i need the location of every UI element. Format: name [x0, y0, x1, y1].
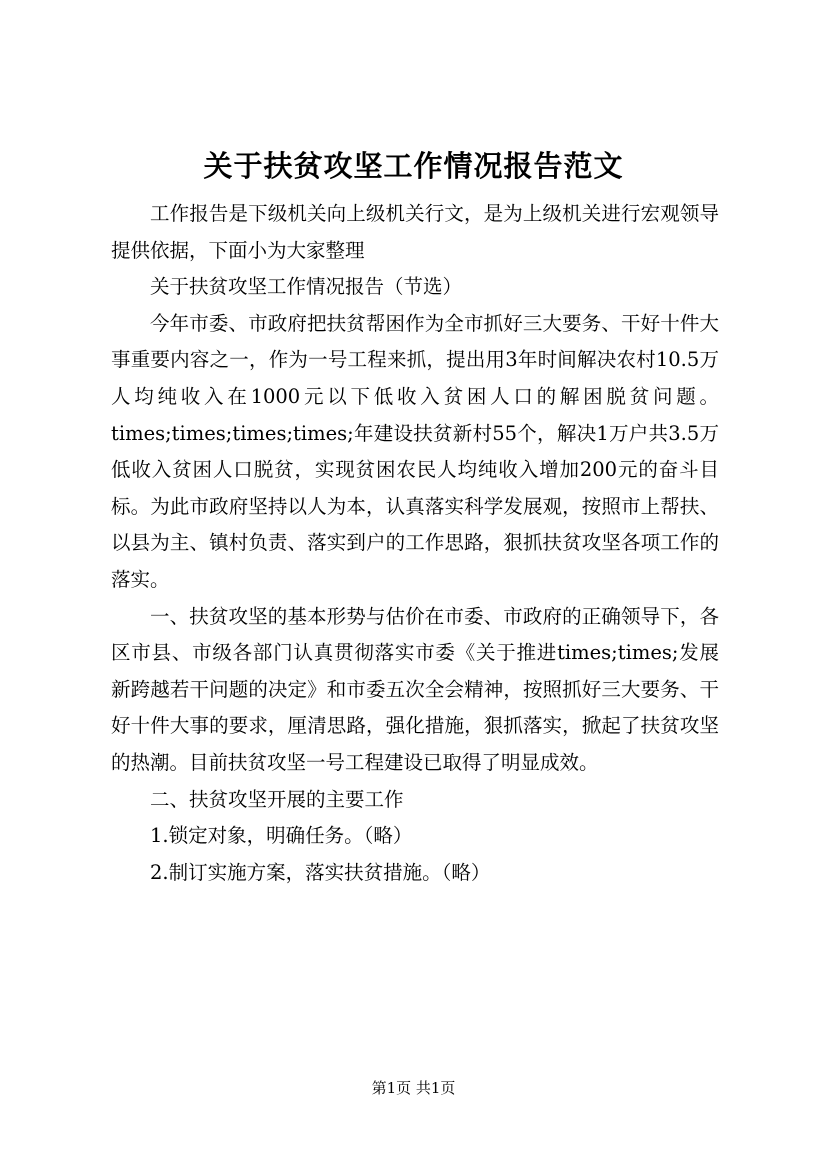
document-title: 关于扶贫攻坚工作情况报告范文: [203, 149, 624, 183]
paragraph-section-two-heading: 二、扶贫攻坚开展的主要工作: [150, 787, 404, 811]
paragraph-subtitle: 关于扶贫攻坚工作情况报告（节选）: [150, 275, 463, 299]
paragraph-section-one: 一、扶贫攻坚的基本形势与估价在市委、市政府的正确领导下，各区市县、市级各部门认真贯彻落实市委《关于推进times;times;发展新跨越若干问题的决定》和市委五次全会精神，按照抓好三大要务、干好十件大事的要求，厘清思路，强化措施，狠抓落实，掀起了扶贫攻坚的热潮。目前扶贫攻坚一号工程建设已取得了明显成效。: [111, 604, 719, 774]
paragraph-item-two: 2.制订实施方案，落实扶贫措施。（略）: [150, 860, 491, 884]
page-number-footer: 第1页 共1页: [371, 1079, 456, 1097]
paragraph-overview: 今年市委、市政府把扶贫帮困作为全市抓好三大要务、干好十件大事重要内容之一，作为一号工程来抓，提出用3年时间解决农村10.5万人均纯收入在1000元以下低收入贫困人口的解困脱贫问题。times;times;times;times;年建设扶贫新村55个，解决1万户共3.5万低收入贫困人口脱贫，实现贫困农民人均纯收入增加200元的奋斗目标。为此市政府坚持以人为本，认真落实科学发展观，按照市上帮扶、以县为主、镇村负责、落实到户的工作思路，狠抓扶贫攻坚各项工作的落实。: [111, 311, 719, 591]
document-body: [111, 196, 719, 891]
paragraph-item-one: 1.锁定对象，明确任务。（略）: [150, 824, 413, 848]
paragraph-intro: 工作报告是下级机关向上级机关行文，是为上级机关进行宏观领导提供依据，下面小为大家整理: [111, 202, 719, 262]
